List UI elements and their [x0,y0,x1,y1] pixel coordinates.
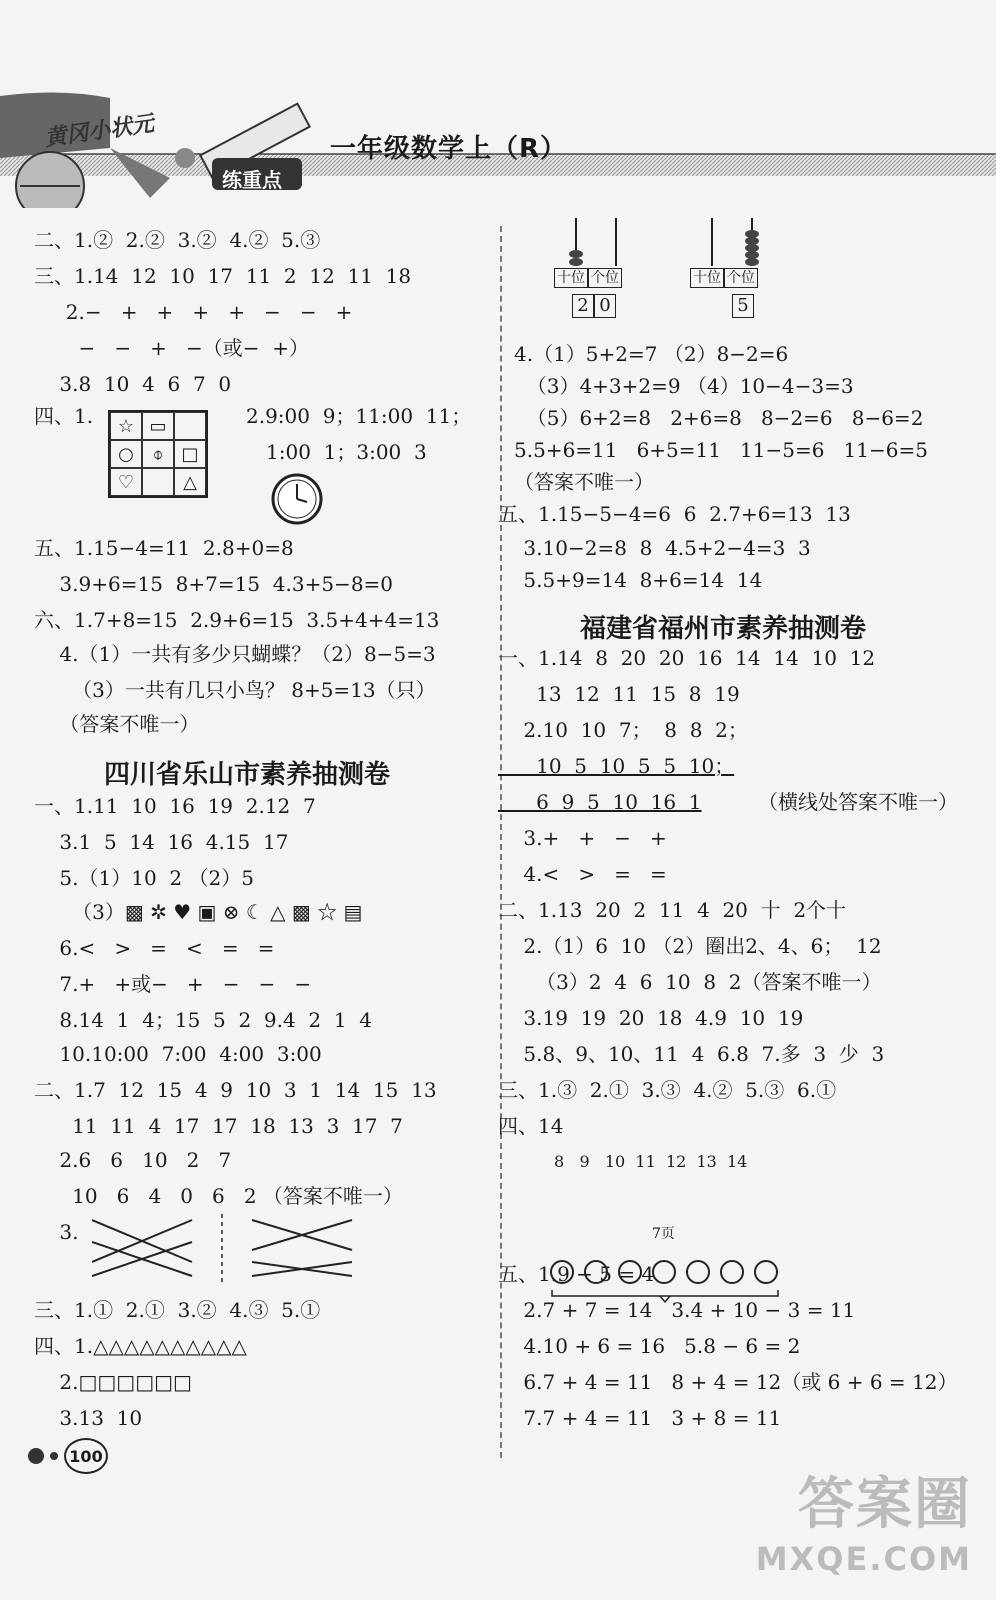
answer-line: 10 5 10 5 5 10； [498,754,735,778]
answer-line: 二、1.② 2.② 3.② 4.② 5.③ [34,228,321,252]
answer-line: 3.9+6=15 8+7=15 4.3+5−8=0 [34,572,394,596]
answer-line: 2.10 10 7； 8 8 2； [498,718,748,742]
section-heading-sichuan: 四川省乐山市素养抽测卷 [104,760,391,790]
answer-line: 3.1 5 14 16 4.15 17 [34,830,289,854]
number-boxes [732,294,754,318]
answer-line: 3.13 10 [34,1406,143,1430]
grid-cell: ♡ [110,468,142,496]
ones-label: 个位 [724,268,758,288]
tens-label: 十位 [554,268,588,288]
answer-line: 五、1.9 − 5 = 4 [498,1262,655,1286]
answer-line: 3.10−2=8 8 4.5+2−4=3 3 [498,536,811,560]
page-number-badge: 100 [64,1438,108,1474]
logo-text: 黄冈小状元 [43,111,156,152]
number-row: 8 9 10 11 12 13 14 [554,1152,748,1171]
tens-digit: 2 [572,294,594,318]
abacus-icon [554,218,644,272]
answer-line: 8.14 1 4；15 5 2 9.4 2 1 4 [34,1008,373,1032]
answer-line: 6.7 + 4 = 11 8 + 4 = 12（或 6 + 6 = 12） [498,1370,958,1394]
answer-line: 2.□□□□□□ [34,1370,192,1394]
answer-line: 3. [34,1220,79,1244]
answer-line: 6 9 5 10 16 1 [498,790,702,814]
ones-label: 个位 [588,268,622,288]
grid-cell: ☆ [110,412,142,440]
ones-digit: 5 [732,294,754,318]
answer-line: （3）▩ ✲ ♥ ▣ ⊗ ☾ △ ▩ ☆ ▤ [34,900,363,924]
answer-line: 2.6 6 10 2 7 [34,1148,232,1172]
answer-line: 10.10:00 7:00 4:00 3:00 [34,1042,322,1066]
brace-label: 7页 [652,1226,675,1242]
answer-line: 三、1.③ 2.① 3.③ 4.② 5.③ 6.① [498,1078,837,1102]
abacus-icon [690,218,780,272]
header-subtitle: 练重点 [222,168,282,192]
dot-icon [28,1448,44,1464]
answer-line: 2.− + + + + − − + [34,300,353,324]
answer-line: 一、1.14 8 20 20 16 14 14 10 12 [498,646,876,670]
answer-line: （3）4+3+2=9 （4）10−4−3=3 [514,374,854,398]
answer-line: 一、1.11 10 16 19 2.12 7 [34,794,316,818]
answer-line: 五、1.15−4=11 2.8+0=8 [34,536,294,560]
ones-digit: 0 [594,294,616,318]
number-boxes [572,294,616,318]
watermark-line2: MXQE.COM [755,1540,972,1578]
answer-line: 2.9:00 9；11:00 11； [246,404,472,428]
grid-cell: ⌽ [142,440,174,468]
answer-line: 13 12 11 15 8 19 [498,682,740,706]
answer-line: 4.10 + 6 = 16 5.8 − 6 = 2 [498,1334,801,1358]
grid-cell [174,412,206,440]
answer-line: 2.（1）6 10 （2）圈出2、4、6； 12 [498,934,882,958]
answer-line: 7.7 + 4 = 11 3 + 8 = 11 [498,1406,782,1430]
matching-lines [92,1214,412,1284]
answer-line: 三、1.① 2.① 3.② 4.③ 5.① [34,1298,321,1322]
answer-line: 3.+ + − + [498,826,667,850]
answer-line: 5.（1）10 2 （2）5 [34,866,254,890]
grid-cell: △ [174,468,206,496]
answer-line: 5.8、9、10、11 4 6.8 7.多 3 少 3 [498,1042,885,1066]
answer-line: 二、1.7 12 15 4 9 10 3 1 14 15 13 [34,1078,437,1102]
watermark-line1: 答案圈 [798,1472,972,1537]
answer-line: （3）一共有几只小鸟？ 8+5=13（只） [34,678,436,702]
answer-line: 四、1.△△△△△△△△△△ [34,1334,247,1358]
watermark [756,1460,972,1578]
clock-icon [270,472,324,526]
dot-icon [50,1452,58,1460]
symbol-grid [108,410,208,498]
grid-cell: □ [174,440,206,468]
answer-line: 4.（1）5+2=7 （2）8−2=6 [514,342,789,366]
place-value-table [554,268,622,288]
answer-line: （答案不唯一） [34,712,200,736]
answer-line: 2.7 + 7 = 14 3.4 + 10 − 3 = 11 [498,1298,856,1322]
answer-line: 五、1.15−5−4=6 6 2.7+6=13 13 [498,502,851,526]
answer-line: （答案不唯一） [514,470,654,494]
answer-line: 7.+ +或− + − − − [34,972,312,996]
answer-line: 三、1.14 12 10 17 11 2 12 11 18 [34,264,412,288]
grid-cell: ▭ [142,412,174,440]
answer-line: − − + −（或− +） [34,336,309,360]
answer-line: 5.5+6=11 6+5=11 11−5=6 11−6=5 [514,438,928,462]
place-value-table [690,268,758,288]
answer-line: 四、14 [498,1114,564,1138]
answer-line: 3.8 10 4 6 7 0 [34,372,232,396]
answer-line: （5）6+2=8 2+6=8 8−2=6 8−6=2 [514,406,924,430]
answer-line: 11 11 4 17 17 18 13 3 17 7 [34,1114,403,1138]
section-heading-fujian: 福建省福州市素养抽测卷 [580,614,867,644]
answer-note: （横线处答案不唯一） [758,790,958,814]
page-number [28,1438,108,1474]
page-title: 一年级数学上（R） [330,134,568,164]
answer-line: 四、1. [34,404,94,428]
answer-line: （3）2 4 6 10 8 2（答案不唯一） [498,970,882,994]
answer-line: 10 6 4 0 6 2 （答案不唯一） [34,1184,403,1208]
answer-line: 二、1.13 20 2 11 4 20 十 2个十 [498,898,847,922]
grid-cell [142,468,174,496]
grid-cell: ○ [110,440,142,468]
answer-line: 5.5+9=14 8+6=14 14 [498,568,763,592]
answer-line: 4.< > = = [498,862,667,886]
answer-line: 六、1.7+8=15 2.9+6=15 3.5+4+4=13 [34,608,440,632]
answer-line: 1:00 1；3:00 3 [266,440,427,464]
tens-label: 十位 [690,268,724,288]
answer-line: 3.19 19 20 18 4.9 10 19 [498,1006,804,1030]
answer-line: 6.< > = < = = [34,936,275,960]
answer-line: 4.（1）一共有多少只蝴蝶？（2）8−5=3 [34,642,436,666]
